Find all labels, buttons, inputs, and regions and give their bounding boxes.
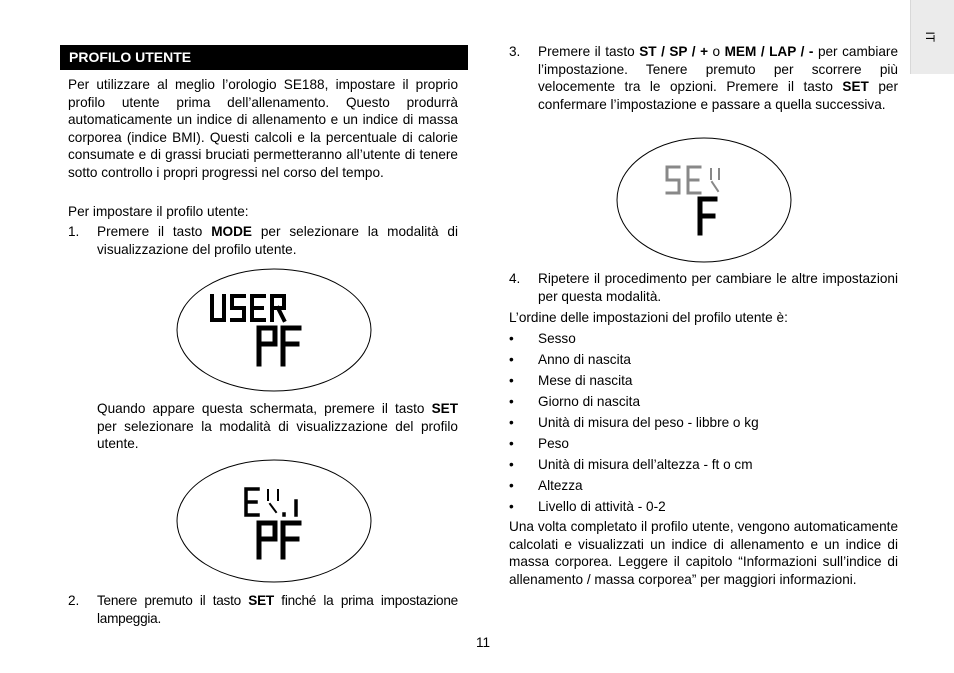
setup-label: Per impostare il profilo utente: (68, 204, 249, 219)
list-item: • Livello di attività - 0-2 (509, 499, 666, 514)
step-3 (509, 43, 898, 133)
step-1-text: Premere il tasto MODE per selezionare la modalità di visualizzazione del profilo utente. (97, 224, 458, 257)
step-4-text: Ripetere il procedimento per cambiare le altre impostazioni per questa modalità. (538, 271, 898, 304)
list-item: • Mese di nascita (509, 373, 633, 388)
step-2-text: Tenere premuto il tasto SET finché la prima impostazione lampeggia. (97, 593, 458, 626)
step-4 (509, 270, 898, 306)
list-item: • Anno di nascita (509, 352, 631, 367)
page-number: 11 (476, 635, 491, 650)
step-1b-text: Quando appare questa schermata, premere il tasto SET per selezionare la modalità di visualizzazione del profilo utente. (97, 401, 458, 452)
step-4-number: 4. (509, 271, 521, 286)
order-label: L’ordine delle impostazioni del profilo utente è: (509, 310, 788, 325)
closing-paragraph: Una volta completato il profilo utente, vengono automaticamente calcolati e visualizzati un indice di allenamento e un indice di massa corporea. Leggere il capitolo “Informazioni sull’indice di allenamento / massa corporea” per maggiori informazioni. (509, 519, 898, 587)
list-item: • Peso (509, 436, 569, 451)
lcd-user-pf-display (176, 268, 372, 392)
language-tab (910, 0, 954, 74)
step-3-text: Premere il tasto ST / SP / + o MEM / LAP / - per cambiare l’impostazione. Tenere premuto per scorrere più velocemente tra le opzioni. Premere il tasto SET per confermare l’impostazione e passare a quella successiva. (538, 44, 899, 112)
list-item: • Sesso (509, 331, 576, 346)
step-3-number: 3. (509, 44, 521, 59)
list-item: • Altezza (509, 478, 583, 493)
list-item: • Unità di misura dell’altezza - ft o cm (509, 457, 753, 472)
step-1 (68, 223, 458, 259)
section-title: PROFILO UTENTE (60, 45, 468, 70)
intro-paragraph: Per utilizzare al meglio l’orologio SE188, impostare il proprio profilo utente prima dell’allenamento. Questo produrrà automaticamente un indice di allenamento e un indice di massa corporea (indice BMI). Questi calcoli e la percentuale di calorie consumate e di grassi bruciati permetteranno all’utente di tenere sotto controllo i propri progressi nel corso del tempo. (68, 77, 458, 180)
list-item: • Giorno di nascita (509, 394, 641, 409)
language-tab-label: IT (923, 31, 938, 43)
step-2 (68, 592, 458, 628)
lcd-sex-f-display (616, 137, 792, 263)
step-1-number: 1. (68, 224, 80, 239)
lcd-exit-pf-display (176, 459, 372, 583)
step-2-number: 2. (68, 593, 80, 608)
list-item: • Unità di misura del peso - libbre o kg (509, 415, 759, 430)
